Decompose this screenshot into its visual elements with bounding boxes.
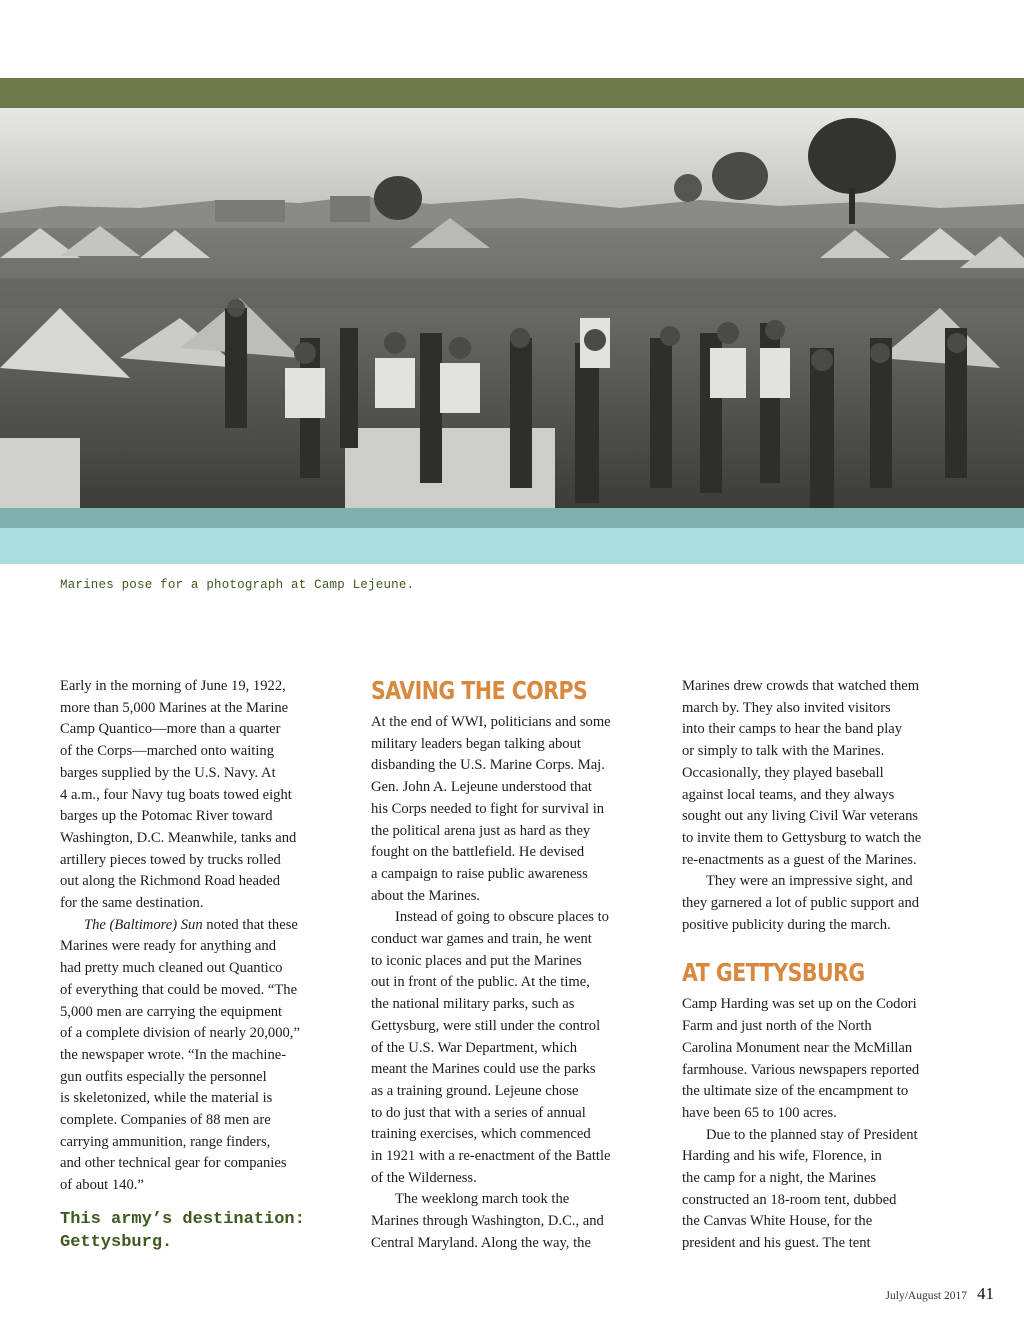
teal-band-light <box>0 528 1024 564</box>
page-number: 41 <box>977 1284 994 1303</box>
text-line: to do just that with a series of annual <box>371 1104 586 1121</box>
pull-quote-line: Gettysburg. <box>60 1233 173 1252</box>
paragraph <box>682 994 972 1124</box>
text-line: carrying ammunition, range finders, <box>60 1133 271 1150</box>
photo-caption: Marines pose for a photograph at Camp Lejeune. <box>60 578 415 592</box>
text-line: is skeletonized, while the material is <box>60 1090 273 1107</box>
text-line: in 1921 with a re-enactment of the Battle <box>371 1148 611 1165</box>
text-line: have been 65 to 100 acres. <box>682 1104 837 1121</box>
text-line: about the Marines. <box>371 887 481 904</box>
text-line: noted that these <box>202 916 298 933</box>
pull-quote-line: This army’s destination: <box>60 1210 305 1229</box>
text-line: Gen. John A. Lejeune understood that <box>371 779 592 796</box>
text-line: Early in the morning of June 19, 1922, <box>60 678 286 694</box>
text-line: the political arena just as hard as they <box>371 822 591 839</box>
text-line: Occasionally, they played baseball <box>682 764 884 781</box>
teal-band-dark <box>0 508 1024 528</box>
text-line: Due to the planned stay of President <box>706 1126 918 1143</box>
text-line: against local teams, and they always <box>682 786 895 803</box>
text-line: military leaders began talking about <box>371 735 581 752</box>
text-line: Marines through Washington, D.C., and <box>371 1213 604 1230</box>
text-line: barges up the Potomac River toward <box>60 808 273 825</box>
text-line: 4 a.m., four Navy tug boats towed eight <box>60 786 292 803</box>
pull-quote <box>60 1208 360 1254</box>
text-line: of the Corps—marched onto waiting <box>60 743 274 760</box>
text-line: fought on the battlefield. He devised <box>371 844 585 861</box>
text-line: Marines drew crowds that watched them <box>682 678 920 694</box>
text-line: of the U.S. War Department, which <box>371 1039 578 1056</box>
text-line: Instead of going to obscure places to <box>395 909 609 926</box>
paragraph <box>371 712 661 907</box>
text-line: training exercises, which commenced <box>371 1126 591 1143</box>
text-line: the ultimate size of the encampment to <box>682 1083 909 1100</box>
text-line: the newspaper wrote. “In the machine- <box>60 1046 287 1063</box>
text-line: a campaign to raise public awareness <box>371 865 588 882</box>
text-line: to iconic places and put the Marines <box>371 952 582 969</box>
text-line: of the Wilderness. <box>371 1169 477 1186</box>
text-line: farmhouse. Various newspapers reported <box>682 1061 920 1078</box>
paragraph <box>60 915 345 1197</box>
text-line: Farm and just north of the North <box>682 1018 872 1035</box>
text-line: of about 140.” <box>60 1177 144 1194</box>
paragraph <box>371 907 661 1189</box>
camp-photograph <box>0 108 1024 508</box>
text-line: of a complete division of nearly 20,000,” <box>60 1025 300 1042</box>
text-line: Harding and his wife, Florence, in <box>682 1148 882 1165</box>
column-3 <box>682 676 972 1255</box>
text-line: barges supplied by the U.S. Navy. At <box>60 764 276 781</box>
page-footer <box>886 1284 994 1304</box>
text-line: out in front of the public. At the time, <box>371 974 590 991</box>
text-line: positive publicity during the march. <box>682 916 891 933</box>
newspaper-title: The (Baltimore) Sun <box>84 916 203 933</box>
text-line: artillery pieces towed by trucks rolled <box>60 851 281 868</box>
text-line: as a training ground. Lejeune chose <box>371 1082 579 1099</box>
text-line: to invite them to Gettysburg to watch the <box>682 829 922 846</box>
column-2 <box>371 676 661 1255</box>
text-line: or simply to talk with the Marines. <box>682 743 885 760</box>
text-line: Camp Quantico—more than a quarter <box>60 721 281 738</box>
top-color-band <box>0 78 1024 108</box>
text-line: president and his guest. The tent <box>682 1235 871 1252</box>
paragraph <box>682 871 972 936</box>
issue-date: July/August 2017 <box>885 1290 967 1302</box>
text-line: more than 5,000 Marines at the Marine <box>60 699 289 716</box>
text-line: into their camps to hear the band play <box>682 721 903 738</box>
text-line: complete. Companies of 88 men are <box>60 1112 271 1129</box>
paragraph <box>60 676 345 915</box>
text-line: Central Maryland. Along the way, the <box>371 1234 591 1251</box>
text-line: the national military parks, such as <box>371 996 575 1013</box>
text-line: disbanding the U.S. Marine Corps. Maj. <box>371 757 605 774</box>
text-line: march by. They also invited visitors <box>682 699 891 716</box>
text-line: They were an impressive sight, and <box>706 873 913 890</box>
text-line: and other technical gear for companies <box>60 1155 287 1172</box>
text-line: 5,000 men are carrying the equipment <box>60 1003 283 1020</box>
text-line: Carolina Monument near the McMillan <box>682 1039 913 1056</box>
text-line: constructed an 18-room tent, dubbed <box>682 1191 897 1208</box>
section-heading-at-gettysburg: AT GETTYSBURG <box>682 958 865 988</box>
paragraph <box>682 676 972 871</box>
text-line: of everything that could be moved. “The <box>60 981 298 998</box>
column-1 <box>60 676 345 1197</box>
text-line: re-enactments as a guest of the Marines. <box>682 851 917 868</box>
text-line: Marines were ready for anything and <box>60 938 276 955</box>
text-line: Washington, D.C. Meanwhile, tanks and <box>60 829 297 846</box>
text-line: sought out any living Civil War veterans <box>682 808 919 825</box>
text-line: conduct war games and train, he went <box>371 931 592 948</box>
paragraph <box>371 1189 661 1254</box>
text-line: his Corps needed to fight for survival in <box>371 800 605 817</box>
text-line: At the end of WWI, politicians and some <box>371 714 611 730</box>
paragraph <box>682 1125 972 1255</box>
text-line: for the same destination. <box>60 895 204 912</box>
text-line: they garnered a lot of public support and <box>682 895 920 912</box>
text-line: The weeklong march took the <box>395 1191 570 1208</box>
section-heading-saving-the-corps: SAVING THE CORPS <box>371 676 588 705</box>
text-line: Gettysburg, were still under the control <box>371 1017 601 1034</box>
text-line: out along the Richmond Road headed <box>60 873 281 890</box>
text-line: gun outfits especially the personnel <box>60 1068 267 1085</box>
text-line: Camp Harding was set up on the Codori <box>682 996 917 1013</box>
text-line: the camp for a night, the Marines <box>682 1170 877 1187</box>
text-line: the Canvas White House, for the <box>682 1213 873 1230</box>
text-line: meant the Marines could use the parks <box>371 1061 596 1078</box>
text-line: had pretty much cleaned out Quantico <box>60 960 283 977</box>
